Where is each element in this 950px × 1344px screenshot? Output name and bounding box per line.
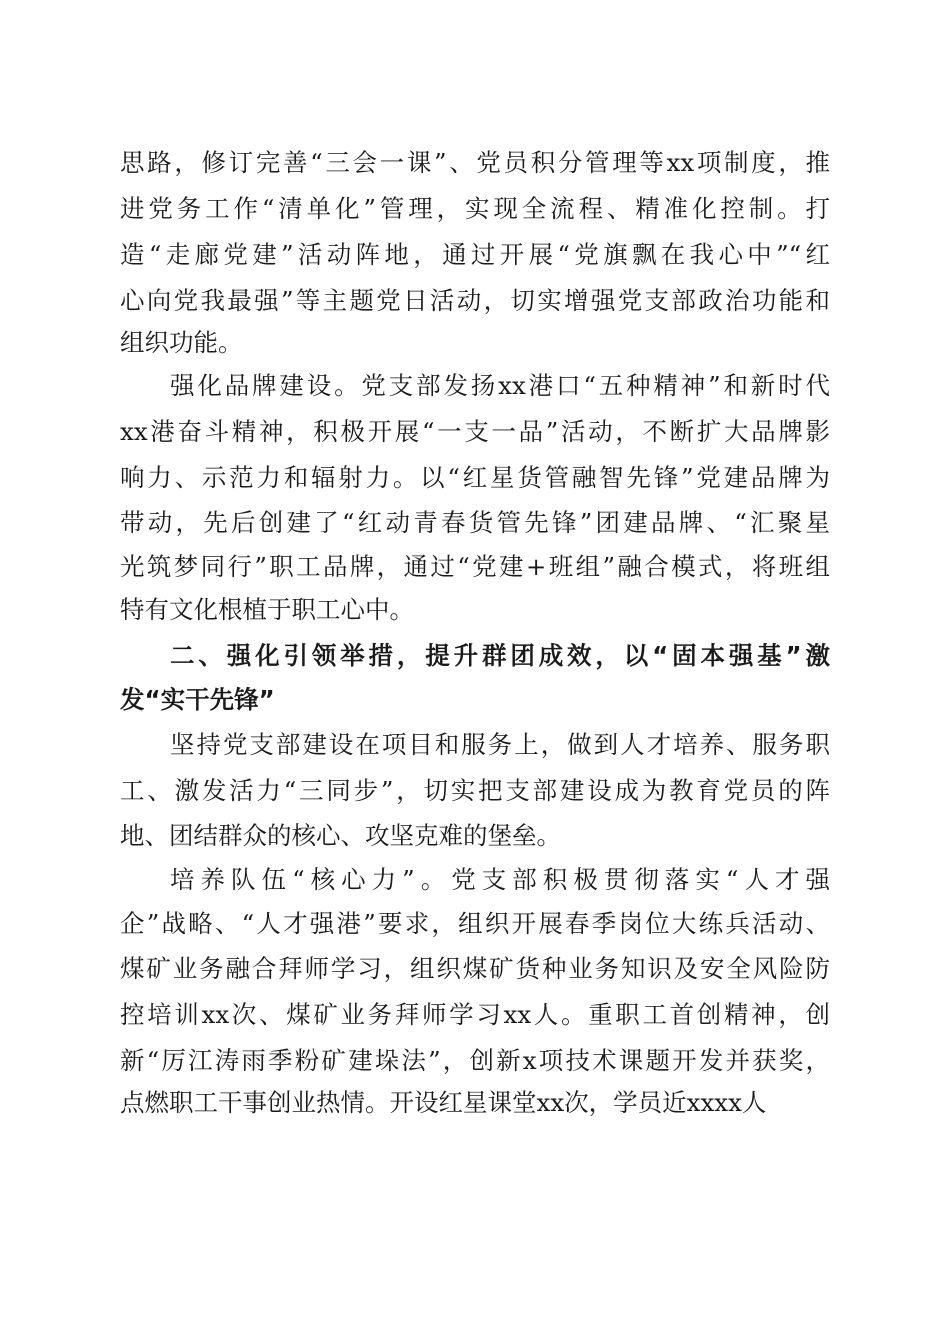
paragraph-line: 地、团结群众的核心、攻坚克难的堡垒。 (120, 821, 561, 850)
paragraph-line: 心向党我最强”等主题党日活动，切实增强党支部政治功能和 (120, 286, 830, 315)
section-heading-line: 二、强化引领举措，提升群团成效，以“固本强基”激 (170, 641, 830, 670)
paragraph-line: 带动，先后创建了“红动青春货管先锋”团建品牌、“汇聚星 (120, 508, 830, 537)
paragraph-line: 培养队伍“核心力”。党支部积极贯彻落实“人才强 (170, 865, 830, 894)
paragraph-line: 强化品牌建设。党支部发扬xx港口“五种精神”和新时代 (170, 371, 830, 400)
paragraph-line: 坚持党支部建设在项目和服务上，做到人才培养、服务职 (170, 730, 830, 759)
section-heading-line: 发“实干先锋” (120, 685, 275, 714)
paragraph-line: 响力、示范力和辐射力。以“红星货管融智先锋”党建品牌为 (120, 463, 830, 492)
paragraph-line: 造“走廊党建”活动阵地，通过开展“党旗飘在我心中”“红 (120, 240, 830, 269)
paragraph-line: 新“厉江涛雨季粉矿建垛法”，创新x项技术课题开发并获奖， (120, 1046, 830, 1075)
paragraph-line: 特有文化根植于职工心中。 (120, 595, 414, 624)
paragraph-line: 工、激发活力“三同步”，切实把支部建设成为教育党员的阵 (120, 776, 830, 805)
paragraph-line: 煤矿业务融合拜师学习，组织煤矿货种业务知识及安全风险防 (120, 954, 830, 983)
paragraph-line: 控培训xx次、煤矿业务拜师学习xx人。重职工首创精神，创 (120, 1000, 830, 1029)
paragraph-line: 进党务工作“清单化”管理，实现全流程、精准化控制。打 (120, 194, 830, 223)
paragraph-line: 光筑梦同行”职工品牌，通过“党建+班组”融合模式，将班组 (120, 552, 830, 581)
paragraph-line: 思路，修订完善“三会一课”、党员积分管理等xx项制度，推 (120, 148, 830, 177)
paragraph-line: 企”战略、“人才强港”要求，组织开展春季岗位大练兵活动、 (120, 909, 830, 938)
paragraph-line: 组织功能。 (120, 328, 243, 357)
paragraph-line: xx港奋斗精神，积极开展“一支一品”活动，不断扩大品牌影 (120, 417, 830, 446)
paragraph-line: 点燃职工干事创业热情。开设红星课堂xx次，学员近xxxx人 (120, 1088, 767, 1117)
